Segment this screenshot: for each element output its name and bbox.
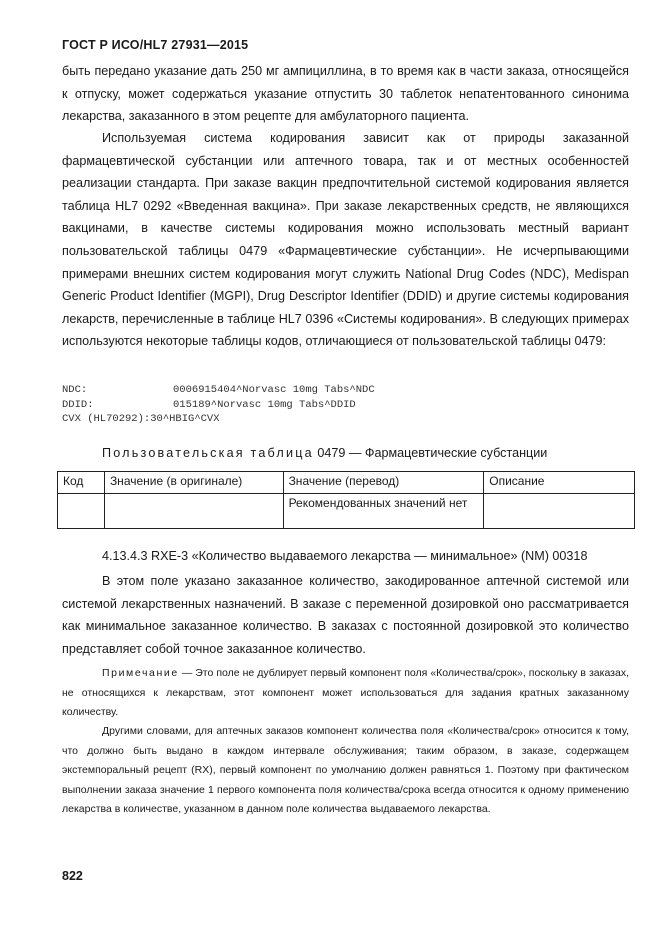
table-cell [484,494,635,529]
code-key: CVX (HL70292): [62,413,151,425]
note-1 [62,664,629,723]
column-header-original: Значение (в оригинале) [104,472,283,494]
page-number: 822 [62,869,83,883]
code-value: 015189^Norvasc 10mg Tabs^DDID [173,398,356,411]
code-key: DDID: [62,398,94,411]
table-caption-title: 0479 — Фармацевтические субстанции [317,446,548,460]
table-caption [102,446,547,460]
table-cell: Рекомендованных значений нет [283,494,484,529]
paragraph-intro: быть передано указание дать 250 мг ампициллина, в то время как в части заказа, относящейся к отпуску, может содержаться указание отпустить 30 таблеток непатентованного синонима лекарства, заказанного в этом рецепте для амбулаторного пациента. [62,64,629,124]
document-header: ГОСТ Р ИСО/HL7 27931—2015 [62,38,249,52]
table-cell [104,494,283,529]
note-2: Другими словами, для аптечных заказов компонент количества поля «Количества/срок» относится к тому, что должно быть выдано в каждом интервале обслуживания; таким образом, в заказе, содержащем экстемпоральный рецепт (RX), первый компонент по умолчанию должен равняться 1. Поэтому при фактическом выполнении заказа значение 1 первого компонента поля количества/срока всегда относится к одному применению лекарства в количестве, указанном в данном поле количества выдаваемого лекарства. [62,725,629,815]
paragraph-field-description: В этом поле указано заказанное количество, закодированное аптечной системой или системой лекарственных назначений. В заказе с переменной дозировкой оно рассматривается как минимальное заказанное количество. В заказах с постоянной дозировкой это количество представляет собой точное заказанное количество. [62,574,629,656]
table-caption-label: Пользовательская таблица [102,446,314,460]
code-examples [62,383,375,427]
column-header-translation: Значение (перевод) [283,472,484,494]
code-value: 0006915404^Norvasc 10mg Tabs^NDC [173,384,375,396]
column-header-description: Описание [484,472,635,494]
note-label: Примечание [102,667,179,679]
code-example-row [62,383,375,398]
code-value: 30^HBIG^CVX [150,413,220,425]
section-heading: 4.13.4.3 RXE-3 «Количество выдаваемого лекарства — минимальное» (NM) 00318 [102,549,588,563]
column-header-code: Код [58,472,105,494]
code-example-row [62,398,375,413]
table-header-row [58,472,635,494]
code-key: NDC: [62,384,88,396]
paragraph-coding-systems: Используемая система кодирования зависит как от природы заказанной фармацевтической субстанции или аптечного товара, так и от местных особенностей реализации стандарта. При заказе вакцин предпочтительной системой кодирования является таблица HL7 0292 «Введенная вакцина». При заказе лекарственных средств, не являющихся вакцинами, в качестве системы кодирования можно использовать местный вариант пользовательской таблицы 0479 «Фармацевтические субстанции». Не исчерпывающими примерами внешних систем кодирования могут служить National Drug Codes (NDC), Medispan Generic Product Identifier (MGPI), Drug Descriptor Identifier (DDID) и другие системы кодирования лекарств, перечисленные в таблице HL7 0396 «Системы кодирования». В следующих примерах используются некоторые таблицы кодов, отличающиеся от пользовательской таблицы 0479: [62,131,629,349]
pharma-substances-table [57,471,635,529]
table-cell [58,494,105,529]
code-example-row [62,412,375,427]
table-row [58,494,635,529]
note-1-text: — Это поле не дублирует первый компонент поля «Количества/срок», поскольку в заказах, не относящихся к лекарствам, этот компонент может использоваться для задания кратных заказанному количеству. [62,667,629,718]
